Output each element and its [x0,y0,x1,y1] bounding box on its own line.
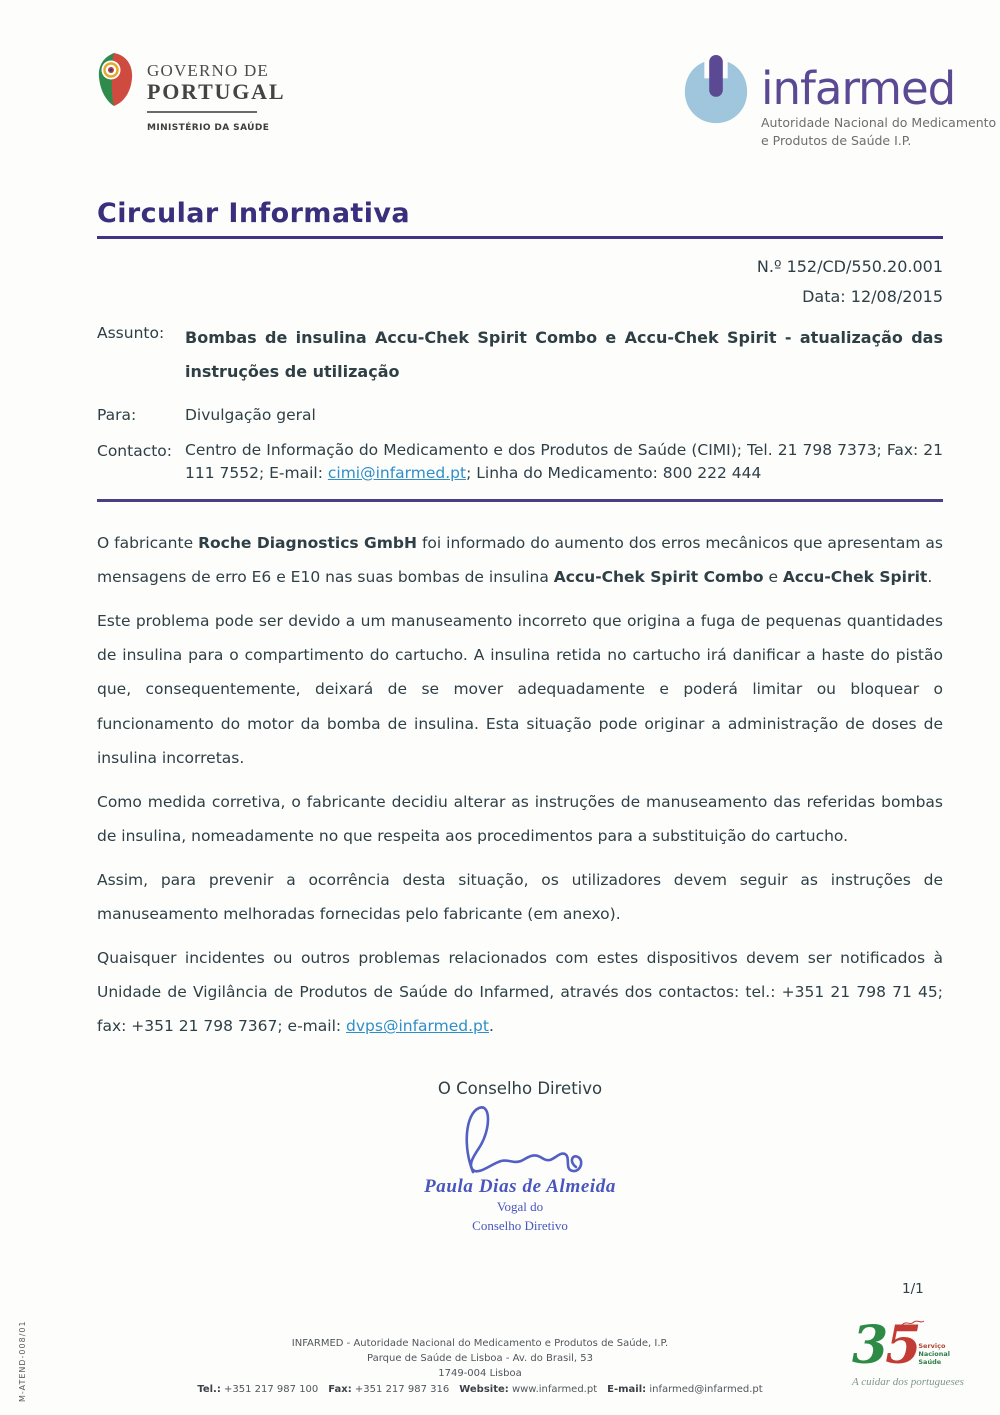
document-code-vertical: M-ATEND-008/01 [18,1320,27,1402]
page-title: Circular Informativa [97,198,411,229]
portugal-flag-emblem-icon [96,52,134,108]
para-label: Para: [97,405,137,424]
governo-portugal-logo [96,52,285,133]
section-divider-rule [97,499,943,502]
cimi-email-link[interactable]: cimi@infarmed.pt [327,463,467,482]
signer-name-stamp: Paula Dias de Almeida [424,1176,616,1198]
sns-digit-5: 5 [885,1315,919,1376]
gov-logo-divider [147,111,257,113]
infarmed-subtitle-2: e Produtos de Saúde I.P. [761,133,912,149]
body-paragraph-2: Este problema pode ser devido a um manuseamento incorreto que origina a fuga de pequenas quantidades de insulina para o compartimento do cartucho. A insulina retida no cartucho irá danificar a haste do pistão que, consequentemente, deixará de se mover adequadamente e poderá limitar ou bloquear o funcionamento do motor da bomba de insulina. Esta situação pode originar a administração de doses de insulina incorretas. [97,612,943,767]
footer-org-line: INFARMED - Autoridade Nacional do Medicamento e Produtos de Saúde, I.P. [291,1338,669,1349]
sns-tagline: A cuidar dos portugueses [852,1376,964,1388]
title-rule [97,236,943,239]
footer-city-line: 1749-004 Lisboa [438,1368,522,1380]
circular-number: N.º 152/CD/550.20.001 [756,257,943,276]
contacto-value: Centro de Informação do Medicamento e dos Produtos de Saúde (CIMI); Tel. 21 798 7373; Fax: 21 111 7552; E-mail: cimi@infarmed.pt; Linha do Medicamento: 800 222 444 [185,440,943,482]
contacto-label: Contacto: [97,441,173,460]
body-paragraph-4: Assim, para prevenir a ocorrência desta situação, os utilizadores devem seguir as instruções de manuseamento melhoradas fornecidas pelo fabricante (em anexo). [97,870,943,923]
assunto-label: Assunto: [97,323,165,342]
sns-35-logo [852,1315,992,1388]
page-number: 1/1 [902,1281,924,1297]
body-paragraph-5: Quaisquer incidentes ou outros problemas relacionados com estes dispositivos devem ser notificados à Unidade de Vigilância de Produtos de Saúde do Infarmed, através dos contactos: tel.: +351 21 798 71 45; fax: +351 21 798 7367; e-mail: dvps@infarmed.pt. [97,949,943,1036]
gov-logo-ministry: MINISTÉRIO DA SAÚDE [147,123,270,134]
sns-anniversary-mark-icon [900,1318,926,1328]
sns-side-text-1: Serviço [918,1342,946,1350]
sns-side-text-3: Saúde [918,1358,942,1367]
sns-digit-3: 3 [852,1315,886,1376]
infarmed-wordmark: infarmed [761,62,956,115]
footer-email: infarmed@infarmed.pt [646,1383,763,1395]
footer-contacts-line: Tel.: +351 217 987 100 Fax: +351 217 987 316 Website: www.infarmed.pt E-mail: infarmed@infarmed.pt [197,1383,763,1395]
field-para [97,403,943,424]
footer [97,1336,863,1397]
footer-website[interactable]: www.infarmed.pt [508,1383,598,1395]
assunto-value: Bombas de insulina Accu-Chek Spirit Combo e Accu-Chek Spirit - atualização das instruções de utilização [185,327,943,382]
body-paragraph-1: O fabricante Roche Diagnostics GmbH foi informado do aumento dos erros mecânicos que apresentam as mensagens de erro E6 e E10 nas suas bombas de insulina Accu-Chek Spirit Combo e Accu-Chek Spirit. [97,534,943,587]
signer-role-1: Vogal do [496,1199,544,1215]
signature-block [97,1079,943,1236]
signer-role-2: Conselho Diretivo [472,1218,568,1234]
sns-side-text-2: Nacional [918,1350,950,1359]
gov-logo-line2: PORTUGAL [147,78,286,104]
body-paragraph-3: Como medida corretiva, o fabricante decidiu alterar as instruções de manuseamento das referidas bombas de insulina, nomeadamente no que respeita aos procedimentos para a substituição do cartucho. [97,792,943,845]
dvps-email-link[interactable]: dvps@infarmed.pt [346,1017,489,1036]
footer-address-line: Parque de Saúde de Lisboa - Av. do Brasil, 53 [367,1353,593,1365]
para-value: Divulgação geral [185,405,316,424]
handwritten-signature-icon [435,1100,605,1180]
field-contacto [97,439,943,486]
signature-heading: O Conselho Diretivo [437,1079,603,1099]
infarmed-logo [680,52,996,150]
document-body [97,198,943,1236]
gov-logo-line1: GOVERNO DE [147,61,270,80]
field-assunto [97,321,943,390]
infarmed-icon [680,52,752,128]
circular-date: Data: 12/08/2015 [802,287,943,307]
infarmed-subtitle-1: Autoridade Nacional do Medicamento [761,115,997,130]
